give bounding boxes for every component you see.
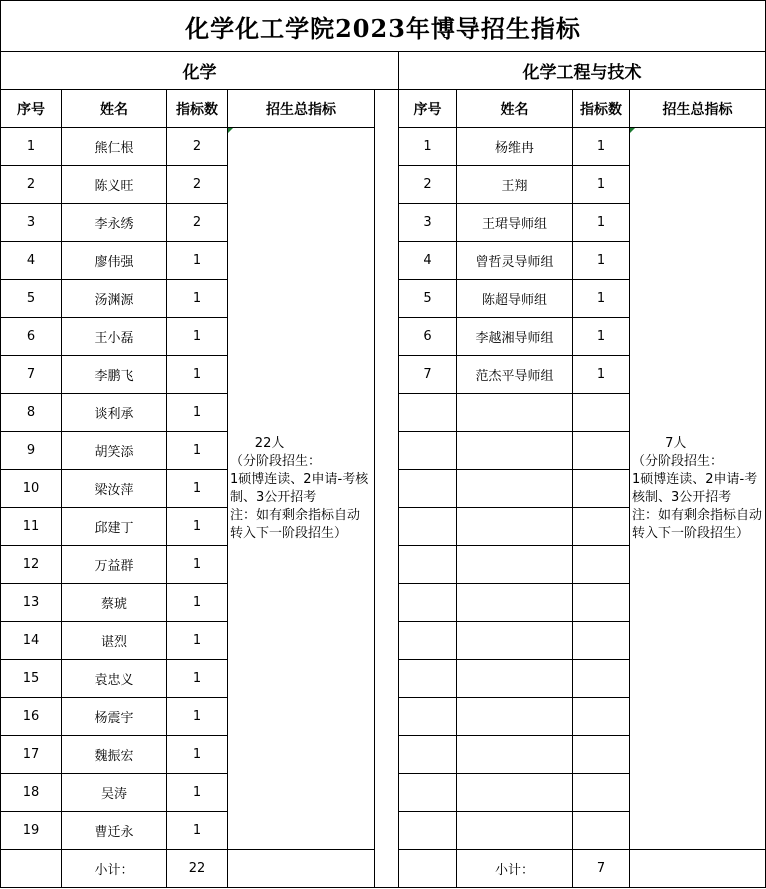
left-row-name[interactable]: 曹迁永 bbox=[62, 812, 167, 850]
left-row-index[interactable]: 4 bbox=[0, 242, 62, 280]
right-row-quota[interactable]: 1 bbox=[573, 280, 630, 318]
left-row-quota[interactable]: 1 bbox=[167, 356, 228, 394]
right-row-name[interactable] bbox=[457, 584, 573, 622]
left-row-quota[interactable]: 1 bbox=[167, 318, 228, 356]
left-row-name[interactable]: 谈利承 bbox=[62, 394, 167, 432]
left-row-index[interactable]: 10 bbox=[0, 470, 62, 508]
right-subtotal-value[interactable]: 7 bbox=[573, 850, 630, 888]
right-row-index[interactable] bbox=[399, 736, 457, 774]
left-total-quota-note-text: 22人 （分阶段招生： 1硕博连读、2申请-考核制、3公开招考 注：如有剩余指标自动转入下一阶段招生） bbox=[230, 435, 369, 541]
right-subtotal-label[interactable]: 小计： bbox=[457, 850, 573, 888]
separator-column[interactable] bbox=[375, 90, 399, 888]
right-row-name[interactable] bbox=[457, 774, 573, 812]
left-row-quota[interactable]: 1 bbox=[167, 622, 228, 660]
left-row-quota[interactable]: 2 bbox=[167, 128, 228, 166]
right-row-index[interactable] bbox=[399, 508, 457, 546]
left-row-index[interactable]: 7 bbox=[0, 356, 62, 394]
right-row-index[interactable] bbox=[399, 774, 457, 812]
left-row-index[interactable]: 16 bbox=[0, 698, 62, 736]
left-row-index[interactable]: 18 bbox=[0, 774, 62, 812]
left-row-quota[interactable]: 1 bbox=[167, 660, 228, 698]
right-row-index[interactable]: 1 bbox=[399, 128, 457, 166]
left-row-name[interactable]: 蔡琥 bbox=[62, 584, 167, 622]
left-row-name[interactable]: 李鹏飞 bbox=[62, 356, 167, 394]
right-row-name[interactable] bbox=[457, 812, 573, 850]
right-row-name[interactable]: 陈超导师组 bbox=[457, 280, 573, 318]
right-row-name[interactable]: 李越湘导师组 bbox=[457, 318, 573, 356]
left-row-quota[interactable]: 1 bbox=[167, 546, 228, 584]
section-chem-engineering[interactable]: 化学工程与技术 bbox=[399, 52, 766, 90]
right-row-quota[interactable] bbox=[573, 546, 630, 584]
left-header-total-quota[interactable]: 招生总指标 bbox=[228, 90, 375, 128]
left-row-name[interactable]: 梁汝萍 bbox=[62, 470, 167, 508]
right-row-name[interactable] bbox=[457, 736, 573, 774]
right-subtotal-blank-end[interactable] bbox=[630, 850, 766, 888]
right-row-quota[interactable]: 1 bbox=[573, 204, 630, 242]
left-row-name[interactable]: 吴涛 bbox=[62, 774, 167, 812]
right-total-quota-note[interactable] bbox=[630, 128, 766, 850]
left-row-quota[interactable]: 1 bbox=[167, 432, 228, 470]
left-row-index[interactable]: 15 bbox=[0, 660, 62, 698]
right-row-index[interactable]: 4 bbox=[399, 242, 457, 280]
right-row-index[interactable] bbox=[399, 546, 457, 584]
comment-indicator-icon bbox=[630, 128, 635, 133]
left-row-index[interactable]: 14 bbox=[0, 622, 62, 660]
right-row-index[interactable] bbox=[399, 622, 457, 660]
left-row-index[interactable]: 6 bbox=[0, 318, 62, 356]
left-subtotal-label[interactable]: 小计： bbox=[62, 850, 167, 888]
left-row-quota[interactable]: 1 bbox=[167, 394, 228, 432]
comment-indicator-icon bbox=[228, 128, 233, 133]
right-row-name[interactable] bbox=[457, 622, 573, 660]
right-row-quota[interactable]: 1 bbox=[573, 356, 630, 394]
right-row-name[interactable]: 范杰平导师组 bbox=[457, 356, 573, 394]
left-row-name[interactable]: 王小磊 bbox=[62, 318, 167, 356]
left-row-index[interactable]: 19 bbox=[0, 812, 62, 850]
left-row-index[interactable]: 17 bbox=[0, 736, 62, 774]
left-row-quota[interactable]: 1 bbox=[167, 470, 228, 508]
left-header-quota[interactable]: 指标数 bbox=[167, 90, 228, 128]
right-row-quota[interactable] bbox=[573, 660, 630, 698]
left-row-name[interactable]: 熊仁根 bbox=[62, 128, 167, 166]
right-row-quota[interactable] bbox=[573, 736, 630, 774]
right-row-quota[interactable] bbox=[573, 470, 630, 508]
right-row-name[interactable] bbox=[457, 698, 573, 736]
right-row-quota[interactable] bbox=[573, 394, 630, 432]
section-chemistry[interactable]: 化学 bbox=[0, 52, 399, 90]
left-subtotal-value[interactable]: 22 bbox=[167, 850, 228, 888]
right-row-index[interactable] bbox=[399, 660, 457, 698]
left-row-quota[interactable]: 1 bbox=[167, 508, 228, 546]
left-row-name[interactable]: 廖伟强 bbox=[62, 242, 167, 280]
sheet-title[interactable]: 化学化工学院2023年博导招生指标 bbox=[0, 0, 766, 52]
right-row-name[interactable]: 王翔 bbox=[457, 166, 573, 204]
left-row-index[interactable]: 1 bbox=[0, 128, 62, 166]
right-row-name[interactable] bbox=[457, 394, 573, 432]
right-row-quota[interactable] bbox=[573, 508, 630, 546]
right-row-quota[interactable]: 1 bbox=[573, 128, 630, 166]
right-header-quota[interactable]: 指标数 bbox=[573, 90, 630, 128]
right-row-index[interactable] bbox=[399, 432, 457, 470]
right-row-name[interactable] bbox=[457, 546, 573, 584]
right-header-index[interactable]: 序号 bbox=[399, 90, 457, 128]
left-row-index[interactable]: 8 bbox=[0, 394, 62, 432]
right-row-index[interactable] bbox=[399, 470, 457, 508]
right-row-quota[interactable] bbox=[573, 812, 630, 850]
left-row-name[interactable]: 袁忠义 bbox=[62, 660, 167, 698]
left-row-quota[interactable]: 1 bbox=[167, 812, 228, 850]
left-row-quota[interactable]: 1 bbox=[167, 774, 228, 812]
right-row-quota[interactable] bbox=[573, 432, 630, 470]
left-row-name[interactable]: 魏振宏 bbox=[62, 736, 167, 774]
left-row-quota[interactable]: 2 bbox=[167, 166, 228, 204]
right-row-quota[interactable] bbox=[573, 698, 630, 736]
left-row-index[interactable]: 11 bbox=[0, 508, 62, 546]
left-row-name[interactable]: 邱建丁 bbox=[62, 508, 167, 546]
left-row-index[interactable]: 2 bbox=[0, 166, 62, 204]
right-row-index[interactable]: 5 bbox=[399, 280, 457, 318]
left-row-quota[interactable]: 1 bbox=[167, 280, 228, 318]
right-row-index[interactable]: 2 bbox=[399, 166, 457, 204]
right-subtotal-blank[interactable] bbox=[399, 850, 457, 888]
left-row-name[interactable]: 万益群 bbox=[62, 546, 167, 584]
right-row-index[interactable]: 3 bbox=[399, 204, 457, 242]
right-row-name[interactable]: 王珺导师组 bbox=[457, 204, 573, 242]
right-row-quota[interactable] bbox=[573, 584, 630, 622]
right-row-index[interactable]: 7 bbox=[399, 356, 457, 394]
left-row-index[interactable]: 3 bbox=[0, 204, 62, 242]
right-row-quota[interactable] bbox=[573, 774, 630, 812]
right-row-name[interactable] bbox=[457, 508, 573, 546]
right-row-quota[interactable]: 1 bbox=[573, 166, 630, 204]
right-row-quota[interactable]: 1 bbox=[573, 318, 630, 356]
left-row-index[interactable]: 12 bbox=[0, 546, 62, 584]
left-subtotal-blank[interactable] bbox=[0, 850, 62, 888]
right-row-index[interactable] bbox=[399, 584, 457, 622]
right-row-quota[interactable]: 1 bbox=[573, 242, 630, 280]
right-header-name[interactable]: 姓名 bbox=[457, 90, 573, 128]
right-row-name[interactable]: 杨维冉 bbox=[457, 128, 573, 166]
left-row-index[interactable]: 5 bbox=[0, 280, 62, 318]
left-row-index[interactable]: 13 bbox=[0, 584, 62, 622]
left-row-name[interactable]: 陈义旺 bbox=[62, 166, 167, 204]
right-total-quota-note-text: 7人 （分阶段招生： 1硕博连读、2申请-考核制、3公开招考 注：如有剩余指标自动转入下一阶段招生） bbox=[632, 435, 763, 541]
left-row-index[interactable]: 9 bbox=[0, 432, 62, 470]
left-row-name[interactable]: 杨震宇 bbox=[62, 698, 167, 736]
left-row-name[interactable]: 李永绣 bbox=[62, 204, 167, 242]
left-total-quota-note[interactable] bbox=[228, 128, 375, 850]
left-row-quota[interactable]: 2 bbox=[167, 204, 228, 242]
right-row-name[interactable] bbox=[457, 470, 573, 508]
left-header-name[interactable]: 姓名 bbox=[62, 90, 167, 128]
left-row-name[interactable]: 胡笑添 bbox=[62, 432, 167, 470]
right-row-name[interactable]: 曾哲灵导师组 bbox=[457, 242, 573, 280]
left-row-name[interactable]: 谌烈 bbox=[62, 622, 167, 660]
left-row-name[interactable]: 汤渊源 bbox=[62, 280, 167, 318]
right-row-name[interactable] bbox=[457, 432, 573, 470]
right-row-index[interactable]: 6 bbox=[399, 318, 457, 356]
left-subtotal-blank-end[interactable] bbox=[228, 850, 375, 888]
right-row-index[interactable] bbox=[399, 698, 457, 736]
right-row-index[interactable] bbox=[399, 812, 457, 850]
right-row-index[interactable] bbox=[399, 394, 457, 432]
right-row-name[interactable] bbox=[457, 660, 573, 698]
left-header-index[interactable]: 序号 bbox=[0, 90, 62, 128]
left-row-quota[interactable]: 1 bbox=[167, 698, 228, 736]
left-row-quota[interactable]: 1 bbox=[167, 736, 228, 774]
left-row-quota[interactable]: 1 bbox=[167, 584, 228, 622]
right-header-total-quota[interactable]: 招生总指标 bbox=[630, 90, 766, 128]
right-row-quota[interactable] bbox=[573, 622, 630, 660]
left-row-quota[interactable]: 1 bbox=[167, 242, 228, 280]
